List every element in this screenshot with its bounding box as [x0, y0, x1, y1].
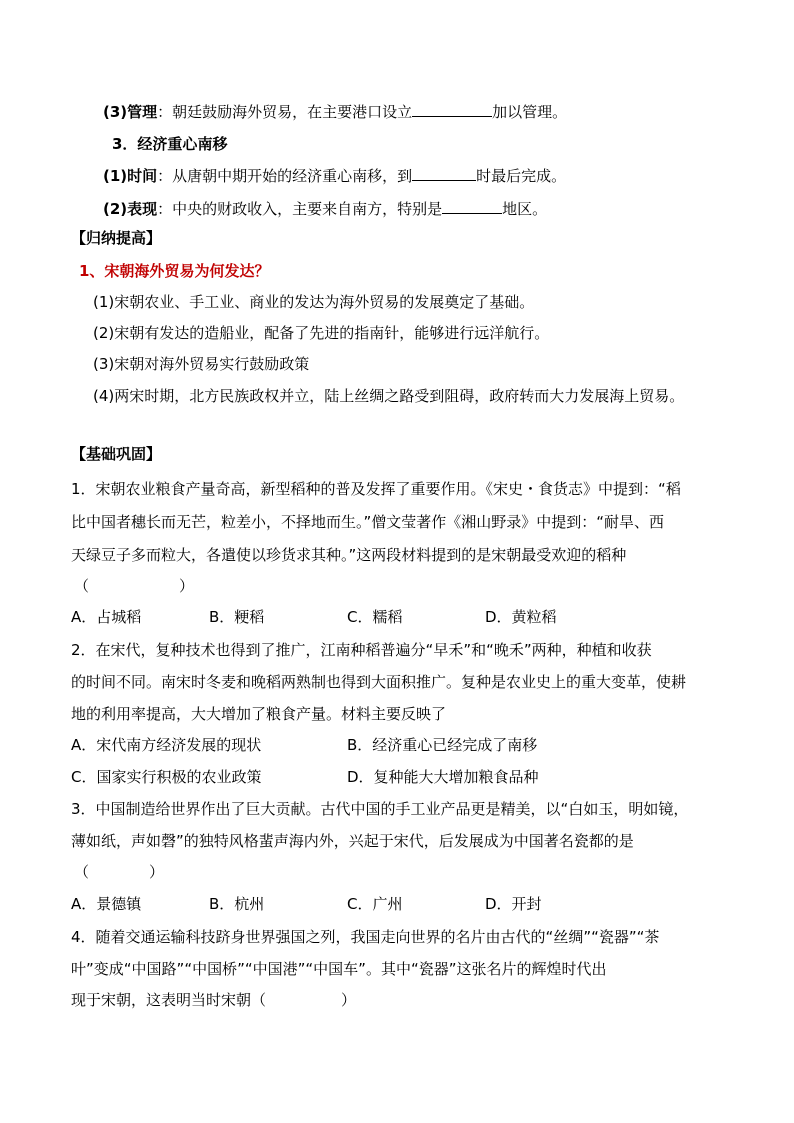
q4-text-line: 4．随着交通运输科技跻身世界强国之列，我国走向世界的名片由古代的“丝绸”“瓷器”“茶 — [71, 928, 660, 946]
q1-option-c[interactable]: C．糯稻 — [347, 608, 403, 626]
summary-point: (2)宋朝有发达的造船业，配备了先进的指南针，能够进行远洋航行。 — [93, 324, 550, 342]
show-text-pre: ：中央的财政收入，主要来自南方，特别是 — [157, 200, 443, 218]
q3-answer-paren[interactable]: （ ） — [74, 863, 165, 881]
q2-text-line: 2．在宋代，复种技术也得到了推广，江南种稻普遍分“早禾”和“晚禾”两种，种植和收获 — [71, 641, 652, 659]
q3-option-d[interactable]: D．开封 — [485, 895, 542, 913]
basics-heading: 【基础巩固】 — [71, 445, 162, 463]
q1-text-line: 1．宋朝农业粮食产量奇高，新型稻种的普及发挥了重要作用。《宋史・食货志》中提到：“稻 — [71, 480, 681, 498]
show-line — [103, 198, 547, 219]
management-blank[interactable] — [412, 101, 492, 117]
time-blank[interactable] — [412, 165, 476, 181]
summary-heading: 【归纳提高】 — [71, 229, 162, 247]
q1-answer-paren[interactable]: （ ） — [74, 577, 195, 595]
summary-point: (1)宋朝农业、手工业、商业的发达为海外贸易的发展奠定了基础。 — [93, 293, 535, 311]
management-line — [103, 101, 567, 122]
q1-text-line: 比中国者穗长而无芒，粒差小，不择地而生。”僧文莹著作《湘山野录》中提到：“耐旱、西 — [71, 513, 665, 531]
show-blank[interactable] — [442, 198, 502, 214]
show-label: (2)表现 — [103, 200, 158, 218]
q2-option-b[interactable]: B．经济重心已经完成了南移 — [347, 736, 538, 754]
summary-point: (3)宋朝对海外贸易实行鼓励政策 — [93, 355, 310, 373]
q3-option-c[interactable]: C．广州 — [347, 895, 403, 913]
q3-text-line: 3．中国制造给世界作出了巨大贡献。古代中国的手工业产品更是精美，以“白如玉，明如镜， — [71, 800, 689, 818]
q2-option-c[interactable]: C．国家实行积极的农业政策 — [71, 768, 262, 786]
management-text-pre: ：朝廷鼓励海外贸易，在主要港口设立 — [157, 103, 413, 121]
time-line — [103, 165, 566, 186]
show-text-post: 地区。 — [502, 200, 548, 218]
management-text-post: 加以管理。 — [492, 103, 568, 121]
q3-option-b[interactable]: B．杭州 — [209, 895, 265, 913]
time-text-pre: ：从唐朝中期开始的经济重心南移，到 — [157, 167, 413, 185]
management-label: (3)管理 — [103, 103, 158, 121]
summary-question: 1、宋朝海外贸易为何发达？ — [79, 262, 270, 280]
q3-text-line: 薄如纸，声如磬”的独特风格蜚声海内外，兴起于宋代，后发展成为中国著名瓷都的是 — [71, 832, 634, 850]
section-3-title: 3．经济重心南移 — [112, 135, 228, 153]
q1-option-d[interactable]: D．黄粒稻 — [485, 608, 557, 626]
q1-option-b[interactable]: B．粳稻 — [209, 608, 265, 626]
q2-option-a[interactable]: A．宋代南方经济发展的现状 — [71, 736, 262, 754]
q2-option-d[interactable]: D．复种能大大增加粮食品种 — [347, 768, 539, 786]
q4-text-line: 叶”变成“中国路”“中国桥”“中国港”“中国车”。其中“瓷器”这张名片的辉煌时代出 — [71, 960, 607, 978]
time-label: (1)时间 — [103, 167, 158, 185]
time-text-post: 时最后完成。 — [476, 167, 567, 185]
q1-option-a[interactable]: A．占城稻 — [71, 608, 142, 626]
summary-point: (4)两宋时期，北方民族政权并立，陆上丝绸之路受到阻碍，政府转而大力发展海上贸易。 — [93, 387, 685, 405]
q3-option-a[interactable]: A．景德镇 — [71, 895, 142, 913]
q4-text-line: 现于宋朝，这表明当时宋朝（ ） — [71, 991, 357, 1009]
q2-text-line: 地的利用率提高，大大增加了粮食产量。材料主要反映了 — [71, 705, 447, 723]
q2-text-line: 的时间不同。南宋时冬麦和晚稻两熟制也得到大面积推广。复种是农业史上的重大变革，使耕 — [71, 673, 687, 691]
q1-text-line: 天绿豆子多而粒大，各遣使以珍货求其种。”这两段材料提到的是宋朝最受欢迎的稻种 — [71, 546, 627, 564]
